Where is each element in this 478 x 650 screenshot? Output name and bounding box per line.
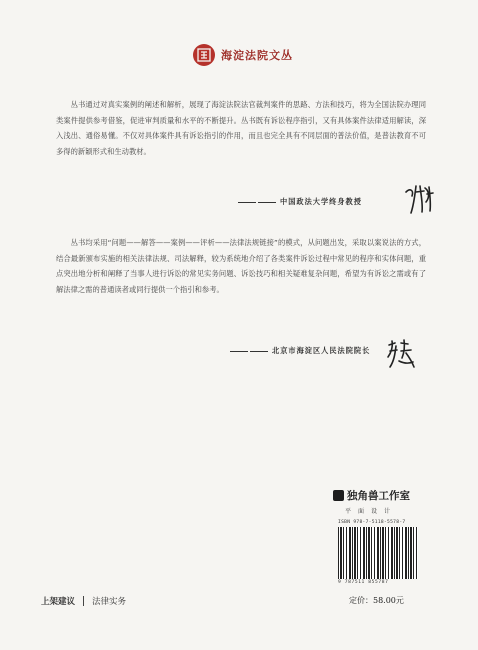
handwritten-signature-2 [384,337,418,371]
shelf-label: 上架建议 [41,597,76,607]
unicorn-mark-icon [333,490,344,501]
endorsement-2-text: 丛书均采用“问题——解答——案例——评析——法律法规链接”的模式，从问题出发，采取以案说法的方式，结合最新颁布实施的相关法律法规、司法解释，较为系统地介绍了各类案件诉讼过程中常见的程序和实体问题，重点突出地分析和阐释了当事人进行诉讼的常见实务问题、诉讼技巧和相关疑难复杂问题，希望为有诉讼之需或有了解法律之需的普通读者或同行提供一个指引和参考。 [56,238,426,295]
shelf-suggestion [41,595,126,607]
studio-logo [333,488,425,515]
series-name: 海淀法院文丛 [221,49,293,62]
endorsement-1-author: 中国政法大学终身教授 [280,197,362,206]
barcode-block [338,520,418,585]
shelf-category: 法律实务 [92,597,127,607]
divider [83,596,84,606]
endorsement-1-attribution [238,197,362,207]
dash-divider [230,351,248,352]
handwritten-signature-1 [402,182,436,216]
endorsement-2-attribution [230,346,370,356]
studio-subtitle: 平面设计 [345,508,398,515]
price-label: 定价：58.00元 [349,596,404,605]
isbn-text: ISBN 978-7-5118-5578-7 [338,520,406,525]
barcode-icon [338,527,418,579]
studio-name: 独角兽工作室 [347,490,410,502]
dash-divider [258,202,276,203]
dash-divider [250,351,268,352]
series-header [193,44,293,66]
endorsement-1-text: 丛书通过对真实案例的阐述和解析，展现了海淀法院法官裁判案件的思路、方法和技巧，将为全国法院办理同类案件提供参考借鉴，促进审判质量和水平的不断提升。丛书既有诉讼程序指引，又有具体案件法律适用解读，深入浅出、通俗易懂。不仅对具体案件具有诉讼指引的作用，而且也完全具有不同层面的普法价值，是普法教育不可多得的新颖形式和生动教材。 [56,100,426,157]
seal-logo-icon [193,44,215,66]
barcode-digits: 9 787511 855787 [338,580,389,585]
endorsement-2-author: 北京市海淀区人民法院院长 [272,346,371,355]
dash-divider [238,202,256,203]
